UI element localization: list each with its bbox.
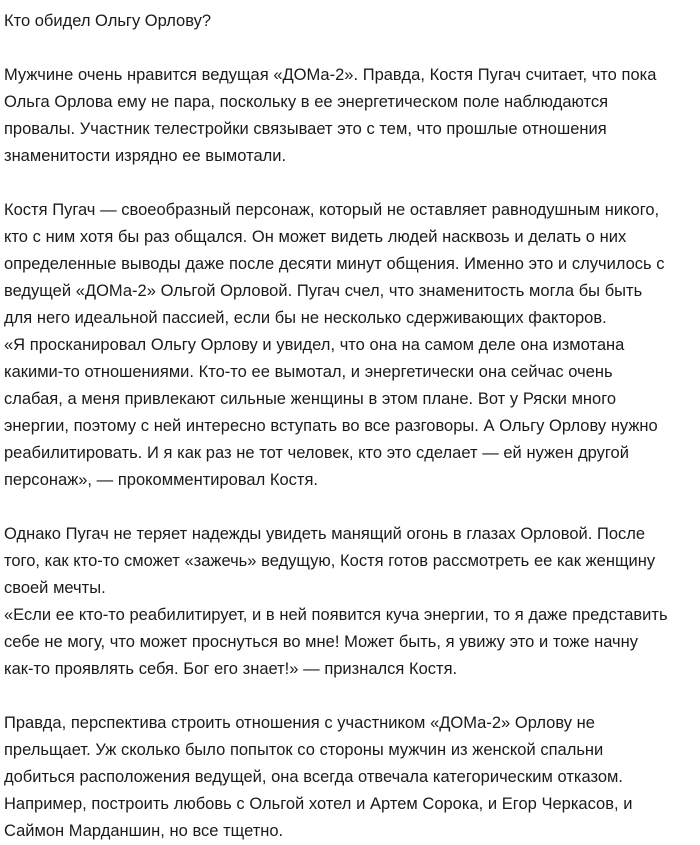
page-title: Кто обидел Ольгу Орлову? (4, 12, 212, 30)
paragraph-spacer (4, 683, 670, 710)
article-paragraph-4: Правда, перспектива строить отношения с участником «ДОМа-2» Орлову не прельщает. Уж сколько было попыток со стороны мужчин из женской спальни добиться расположения ведущей, она всегда отвечала категорическим отказом. Например, построить любовь с Ольгой хотел и Артем Сорока, и Егор Черкасов, и Саймон Марданшин, но все тщетно. (4, 714, 633, 840)
article-paragraph-2: Костя Пугач — своеобразный персонаж, который не оставляет равнодушным никого, кто с ним хотя бы раз общался. Он может видеть людей насквозь и делать о них определенные выводы даже после десяти минут общения. Именно это и случилось с ведущей «ДОМа-2» Ольгой Орловой. Пугач счел, что знаменитость могла бы быть для него идеальной пассией, если бы не несколько сдерживающих факторов. (4, 201, 665, 327)
paragraph-spacer (4, 35, 670, 62)
article-paragraph-3: Однако Пугач не теряет надежды увидеть манящий огонь в глазах Орловой. После того, как кто-то сможет «зажечь» ведущую, Костя готов рассмотреть ее как женщину своей мечты. (4, 525, 656, 597)
article-paragraph-1: Мужчине очень нравится ведущая «ДОМа-2». Правда, Костя Пугач считает, что пока Ольга Орлова ему не пара, поскольку в ее энергетическом поле наблюдаются провалы. Участник телестройки связывает это с тем, что прошлые отношения знаменитости изрядно ее вымотали. (4, 66, 657, 165)
paragraph-spacer (4, 170, 670, 197)
paragraph-spacer (4, 494, 670, 521)
article-quote-1: «Я просканировал Ольгу Орлову и увидел, что она на самом деле она измотана какими-то отношениями. Кто-то ее вымотал, и энергетически она сейчас очень слабая, а меня привлекают сильные женщины в этом плане. Вот у Ряски много энергии, поэтому с ней интересно вступать во все разговоры. А Ольгу Орлову нужно реабилитировать. И я как раз не тот человек, кто это сделает — ей нужен другой персонаж», — прокомментировал Костя. (4, 336, 658, 489)
article-quote-2: «Если ее кто-то реабилитирует, и в ней появится куча энергии, то я даже представить себе не могу, что может проснуться во мне! Может быть, я увижу это и тоже начну как-то проявлять себя. Бог его знает!» — признался Костя. (4, 606, 668, 678)
